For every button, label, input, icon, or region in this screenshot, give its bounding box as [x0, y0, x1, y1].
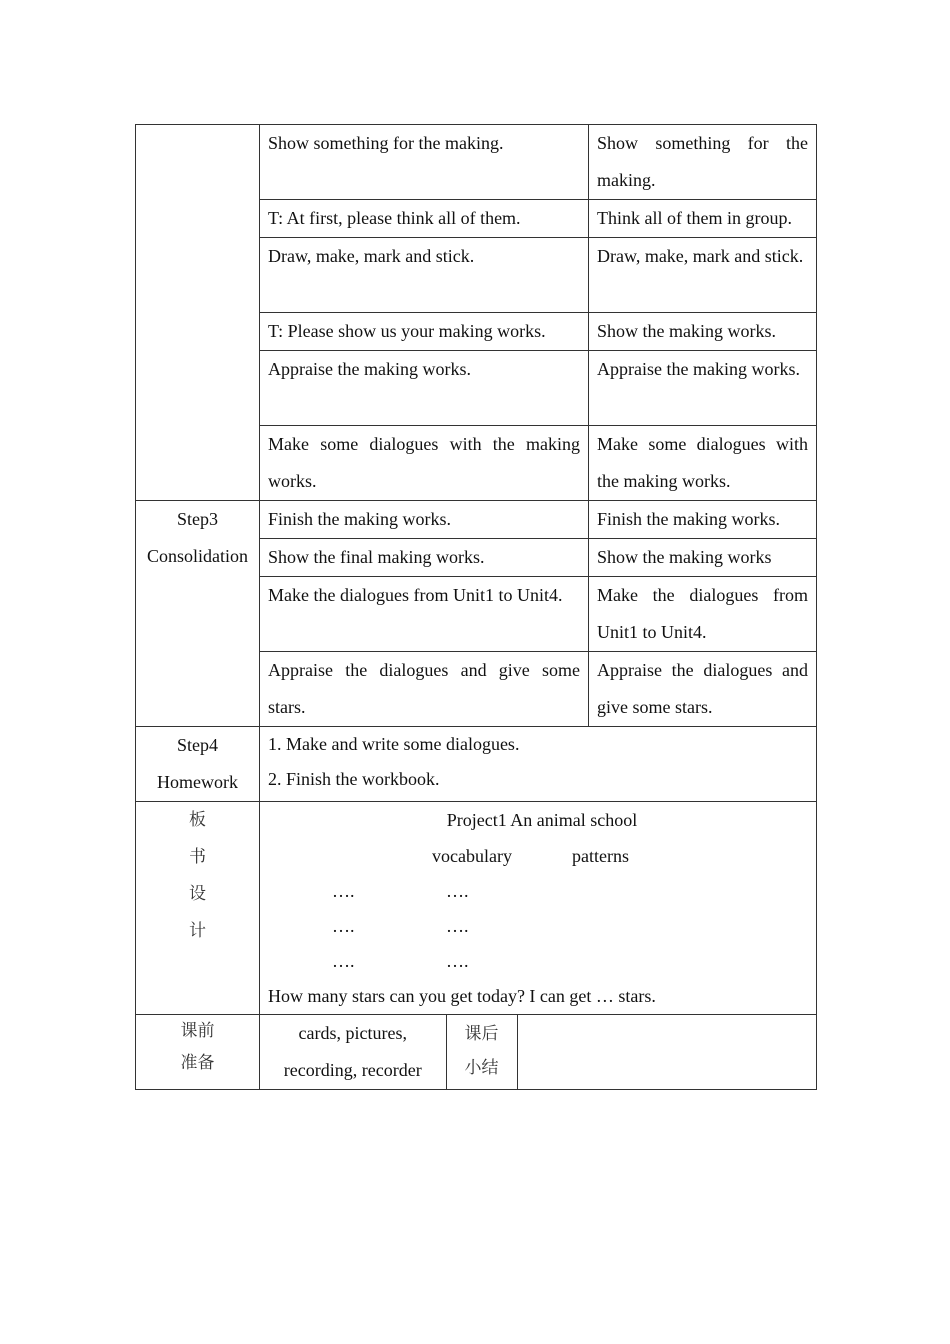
board-design-label	[136, 802, 260, 1015]
summary-value	[517, 1015, 816, 1089]
board-label-char: 书	[189, 847, 206, 867]
teacher-activity: Make some dialogues with the making works.	[260, 426, 589, 501]
homework-item-1: 1. Make and write some dialogues.	[268, 734, 520, 754]
prep-label-line: 准备	[180, 1053, 215, 1073]
table-row	[136, 802, 817, 1015]
patterns-heading: patterns	[572, 846, 629, 866]
step4-number: Step4	[176, 735, 218, 755]
board-label-char: 计	[189, 921, 206, 941]
summary-label-line: 小结	[464, 1058, 499, 1078]
prep-label-line: 课前	[180, 1021, 215, 1041]
board-dots-row	[268, 944, 808, 979]
teacher-activity: T: Please show us your making works.	[260, 313, 589, 351]
patterns-placeholder: ….	[446, 881, 469, 901]
teacher-activity: Show the final making works.	[260, 539, 589, 577]
step-label-empty	[136, 125, 260, 501]
student-activity: Show the making works.	[589, 313, 817, 351]
teacher-activity: Make the dialogues from Unit1 to Unit4.	[260, 577, 589, 652]
student-activity: Finish the making works.	[589, 501, 817, 539]
step3-title: Consolidation	[146, 546, 248, 566]
student-activity: Show something for the making.	[589, 125, 817, 200]
vocabulary-heading: vocabulary	[432, 846, 512, 866]
prep-inner-table	[260, 1015, 816, 1089]
step4-label	[136, 727, 260, 802]
homework-item-2: 2. Finish the workbook.	[268, 769, 440, 789]
board-label-char: 设	[189, 884, 206, 904]
board-dots-row	[268, 874, 808, 909]
teacher-activity: Draw, make, mark and stick.	[260, 238, 589, 313]
prep-label	[136, 1015, 260, 1090]
patterns-placeholder: ….	[446, 916, 469, 936]
materials-line: recording, recorder	[283, 1060, 422, 1080]
board-title: Project1 An animal school	[446, 810, 638, 830]
summary-label-line: 课后	[464, 1024, 499, 1044]
lesson-plan-table	[135, 124, 817, 1090]
student-activity: Show the making works	[589, 539, 817, 577]
board-dots-row	[268, 909, 808, 944]
materials-line: cards, pictures,	[298, 1023, 407, 1043]
vocabulary-placeholder: ….	[332, 881, 355, 901]
teacher-activity: Show something for the making.	[260, 125, 589, 200]
teacher-activity: Appraise the dialogues and give some stars.	[260, 652, 589, 727]
student-activity: Make some dialogues with the making works.	[589, 426, 817, 501]
table-row	[136, 125, 817, 200]
prep-materials	[260, 1015, 446, 1089]
vocabulary-placeholder: ….	[332, 916, 355, 936]
vocabulary-placeholder: ….	[332, 951, 355, 971]
step3-label	[136, 501, 260, 727]
teacher-activity: Finish the making works.	[260, 501, 589, 539]
summary-label	[446, 1015, 517, 1089]
step4-title: Homework	[157, 772, 238, 792]
step3-number: Step3	[176, 509, 218, 529]
student-activity: Think all of them in group.	[589, 200, 817, 238]
table-row	[136, 501, 817, 539]
homework-cell	[260, 727, 817, 802]
teacher-activity: Appraise the making works.	[260, 351, 589, 426]
board-question: How many stars can you get today? I can get … stars.	[268, 986, 656, 1006]
table-row	[136, 1015, 817, 1090]
student-activity: Appraise the dialogues and give some stars.	[589, 652, 817, 727]
student-activity: Appraise the making works.	[589, 351, 817, 426]
board-label-char: 板	[189, 810, 206, 830]
student-activity: Draw, make, mark and stick.	[589, 238, 817, 313]
prep-content	[260, 1015, 817, 1090]
student-activity: Make the dialogues from Unit1 to Unit4.	[589, 577, 817, 652]
board-design-content	[260, 802, 817, 1015]
patterns-placeholder: ….	[446, 951, 469, 971]
board-headings	[268, 838, 808, 874]
teacher-activity: T: At first, please think all of them.	[260, 200, 589, 238]
table-row	[136, 727, 817, 802]
